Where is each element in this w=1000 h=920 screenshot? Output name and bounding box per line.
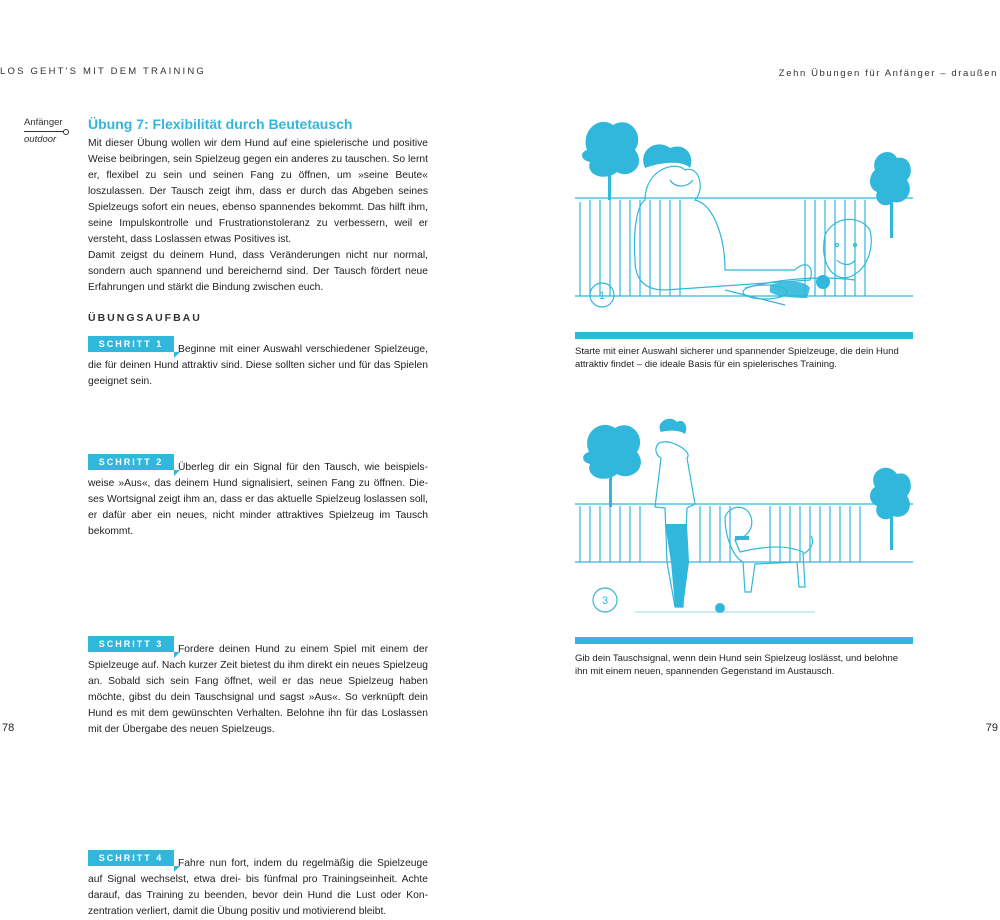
intro-paragraph-1: Mit dieser Übung wollen wir dem Hund auf eine spielerische und positive Weise beibringen, sein Spielzeug gegen ein anderes zu tauschen. So lernt er, flexibel zu sein und seinen Fang zu öffnen, um »seine Beute« loszulassen. Der Tausch zeigt ihm, dass er durch das Abgeben seines Spielzeugs sofort ein neues, ebenso spannendes bekommt. Das hilft ihm, seine Impulskontrolle und Frustrationstoleranz zu verbessern, weil er versteht, dass Loslassen etwas Positives ist. <box>88 138 428 245</box>
step-1-text: Beginne mit einer Auswahl verschiedener Spielzeuge, die für deinen Hund attraktiv sind. Diese sollten sicher und für das Spielen geeignet sein. <box>88 344 428 387</box>
intro-paragraph-2: Damit zeigst du deinem Hund, dass Veränderungen nicht nur normal, sondern auch spannend und bereichernd sind. Der Tausch fördert neue Erfahrungen und stärkt die Bindung zwischen euch. <box>88 250 428 293</box>
illustration-1-rule <box>575 332 913 339</box>
step-3-text: Fordere deinen Hund zu einem Spiel mit einem der Spielzeuge auf. Nach kurzer Zeit bietest du ihm direkt ein neues Spielzeug an. Sobald sich sein Fang öffnet, weil er das neue Spielzeug haben möchte, gibst du dein Tauschsignal und sagst »Aus«. So verknüpft dein Hund es mit dem gewünschten Verhalten. Belohne ihn für das Loslassen mit der Übergabe des neuen Spielzeugs. <box>88 644 428 735</box>
illustration-2-drawing <box>575 412 913 637</box>
step-2-text: Überleg dir ein Signal für den Tausch, wie beispielsweise »Aus«, das deinem Hund signalisiert, seinen Fang zu öffnen. Dieses Wortsignal zeigt ihm an, dass er das aktuelle Spielzeug loslassen soll, er dafür aber ein neues, nicht minder attraktives Spielzeug im Tausch bekommt. <box>88 462 428 537</box>
illustration-2-number: 3 <box>601 595 609 607</box>
level-divider <box>24 131 64 132</box>
page-number-right: 79 <box>985 722 998 734</box>
step-2 <box>88 454 428 540</box>
step-4 <box>88 850 428 920</box>
step-3 <box>88 636 428 738</box>
divider-dot <box>63 129 69 135</box>
step-4-badge: SCHRITT 4 <box>88 850 174 866</box>
illustration-2-caption: Gib dein Tauschsignal, wenn dein Hund sein Spielzeug loslässt, und belohne ihn mit einem neuen, spannenden Gegenstand im Austausch. <box>575 653 899 677</box>
exercise-title: Übung 7: Flexibilität durch Beutetausch <box>88 116 353 132</box>
fence <box>575 198 913 296</box>
illustration-1 <box>575 110 913 335</box>
illustration-1-number: 1 <box>598 290 606 302</box>
running-header-left: LOS GEHT'S MIT DEM TRAINING <box>0 66 207 77</box>
running-header-right: Zehn Übungen für Anfänger – draußen <box>778 68 998 79</box>
fence <box>575 504 913 562</box>
illustration-1-caption: Starte mit einer Auswahl sicherer und spannender Spielzeuge, die dein Hund attraktiv findet – die ideale Basis für ein spielerisches Training. <box>575 346 899 370</box>
setup-heading: ÜBUNGSAUFBAU <box>88 312 202 324</box>
step-2-badge: SCHRITT 2 <box>88 454 174 470</box>
setting-label: outdoor <box>24 134 57 145</box>
step-3-badge: SCHRITT 3 <box>88 636 174 652</box>
illustration-2 <box>575 412 913 637</box>
level-label: Anfänger <box>24 117 63 128</box>
step-1 <box>88 336 428 390</box>
page-number-left: 78 <box>2 722 15 734</box>
illustration-2-rule <box>575 637 913 644</box>
step-4-text: Fahre nun fort, indem du regelmäßig die Spielzeuge auf Signal wechselst, etwa drei- bis fünfmal pro Trainingseinheit. Achte darauf, das Training zu beenden, bevor dein Hund die Lust oder Konzentration verliert, damit die Übung positiv und motivierend bleibt. <box>88 858 428 917</box>
level-tag <box>24 116 72 147</box>
illustration-1-drawing <box>575 110 913 335</box>
exercise-intro <box>88 136 428 296</box>
step-1-badge: SCHRITT 1 <box>88 336 174 352</box>
